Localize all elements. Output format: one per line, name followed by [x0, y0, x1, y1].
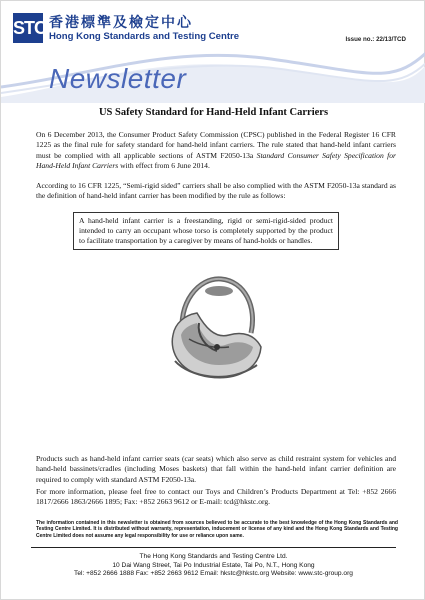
paragraph-1-tail: with effect from 6 June 2014.	[118, 161, 210, 171]
footer-divider	[31, 547, 396, 548]
paragraph-1	[36, 130, 396, 172]
paragraph-4: For more information, please feel free to contact our Toys and Children’s Products Department at Tel: +852 2666 1817/2666 1863/2666 1895; Fax: +852 2663 9612 or E-mail: tcd@hkstc.org.	[36, 487, 396, 507]
infant-carrier-illustration	[159, 273, 269, 391]
paragraph-1-text: On 6 December 2013, the Consumer Product Safety Commission (CPSC) published in the Federal Register 16 CFR 1225 as the final rule for safety standard for hand-held infant carriers. The rule stated that hand-held infant carriers must be complied with all applicable sections of ASTM F2050-13a	[36, 130, 396, 160]
footer-contact: Tel: +852 2666 1888 Fax: +852 2663 9612 Email: hkstc@hkstc.org Website: www.stc-group.org	[74, 570, 353, 578]
disclaimer: The information contained in this newsletter is obtained from sources believed to be accurate to the best knowledge of the Hong Kong Standards and Testing Centre Limited. It is distributed without warranty, representation, inducement or license of any kind and the Hong Kong Standards and Testing Centre Limited does not assume any legal responsibility for use or reliance upon same.	[36, 520, 398, 539]
stc-logo	[13, 13, 46, 43]
org-name-chinese: 香港標準及檢定中心	[49, 15, 193, 31]
standard-title: Standard Consumer Safety Specification for Hand-Held Infant Carriers	[36, 150, 396, 171]
footer	[1, 553, 425, 579]
newsletter-heading: Newsletter	[49, 63, 187, 94]
issue-number: Issue no.: 22/13/TCD	[345, 36, 406, 43]
logo-text: STC	[13, 18, 46, 38]
paragraph-3: Products such as hand-held infant carrier seats (car seats) which also serve as child restraint system for vehicles and hand-held bassinets/cradles (including Moses baskets) that fall within the hand-held infant carrier definition are required to comply with standard ASTM F2050-13a.	[36, 454, 396, 484]
paragraph-2: According to 16 CFR 1225, “Semi-rigid sided” carriers shall be also complied with the ASTM F2050-13a standard as the definition of hand-held infant carrier has been modified by the rule as follows:	[36, 181, 396, 201]
footer-address: 10 Dai Wang Street, Tai Po Industrial Estate, Tai Po, N.T., Hong Kong	[112, 561, 315, 569]
org-name-english: Hong Kong Standards and Testing Centre	[49, 31, 240, 42]
definition-box: A hand-held infant carrier is a freestanding, rigid or semi-rigid-sided product intended to carry an occupant whose torso is completely supported by the product to facilitate transportation by a caregiver by means of hand-holds or handles.	[73, 212, 339, 250]
article-title: US Safety Standard for Hand-Held Infant Carriers	[98, 107, 329, 118]
footer-company: The Hong Kong Standards and Testing Centre Ltd.	[139, 553, 288, 560]
